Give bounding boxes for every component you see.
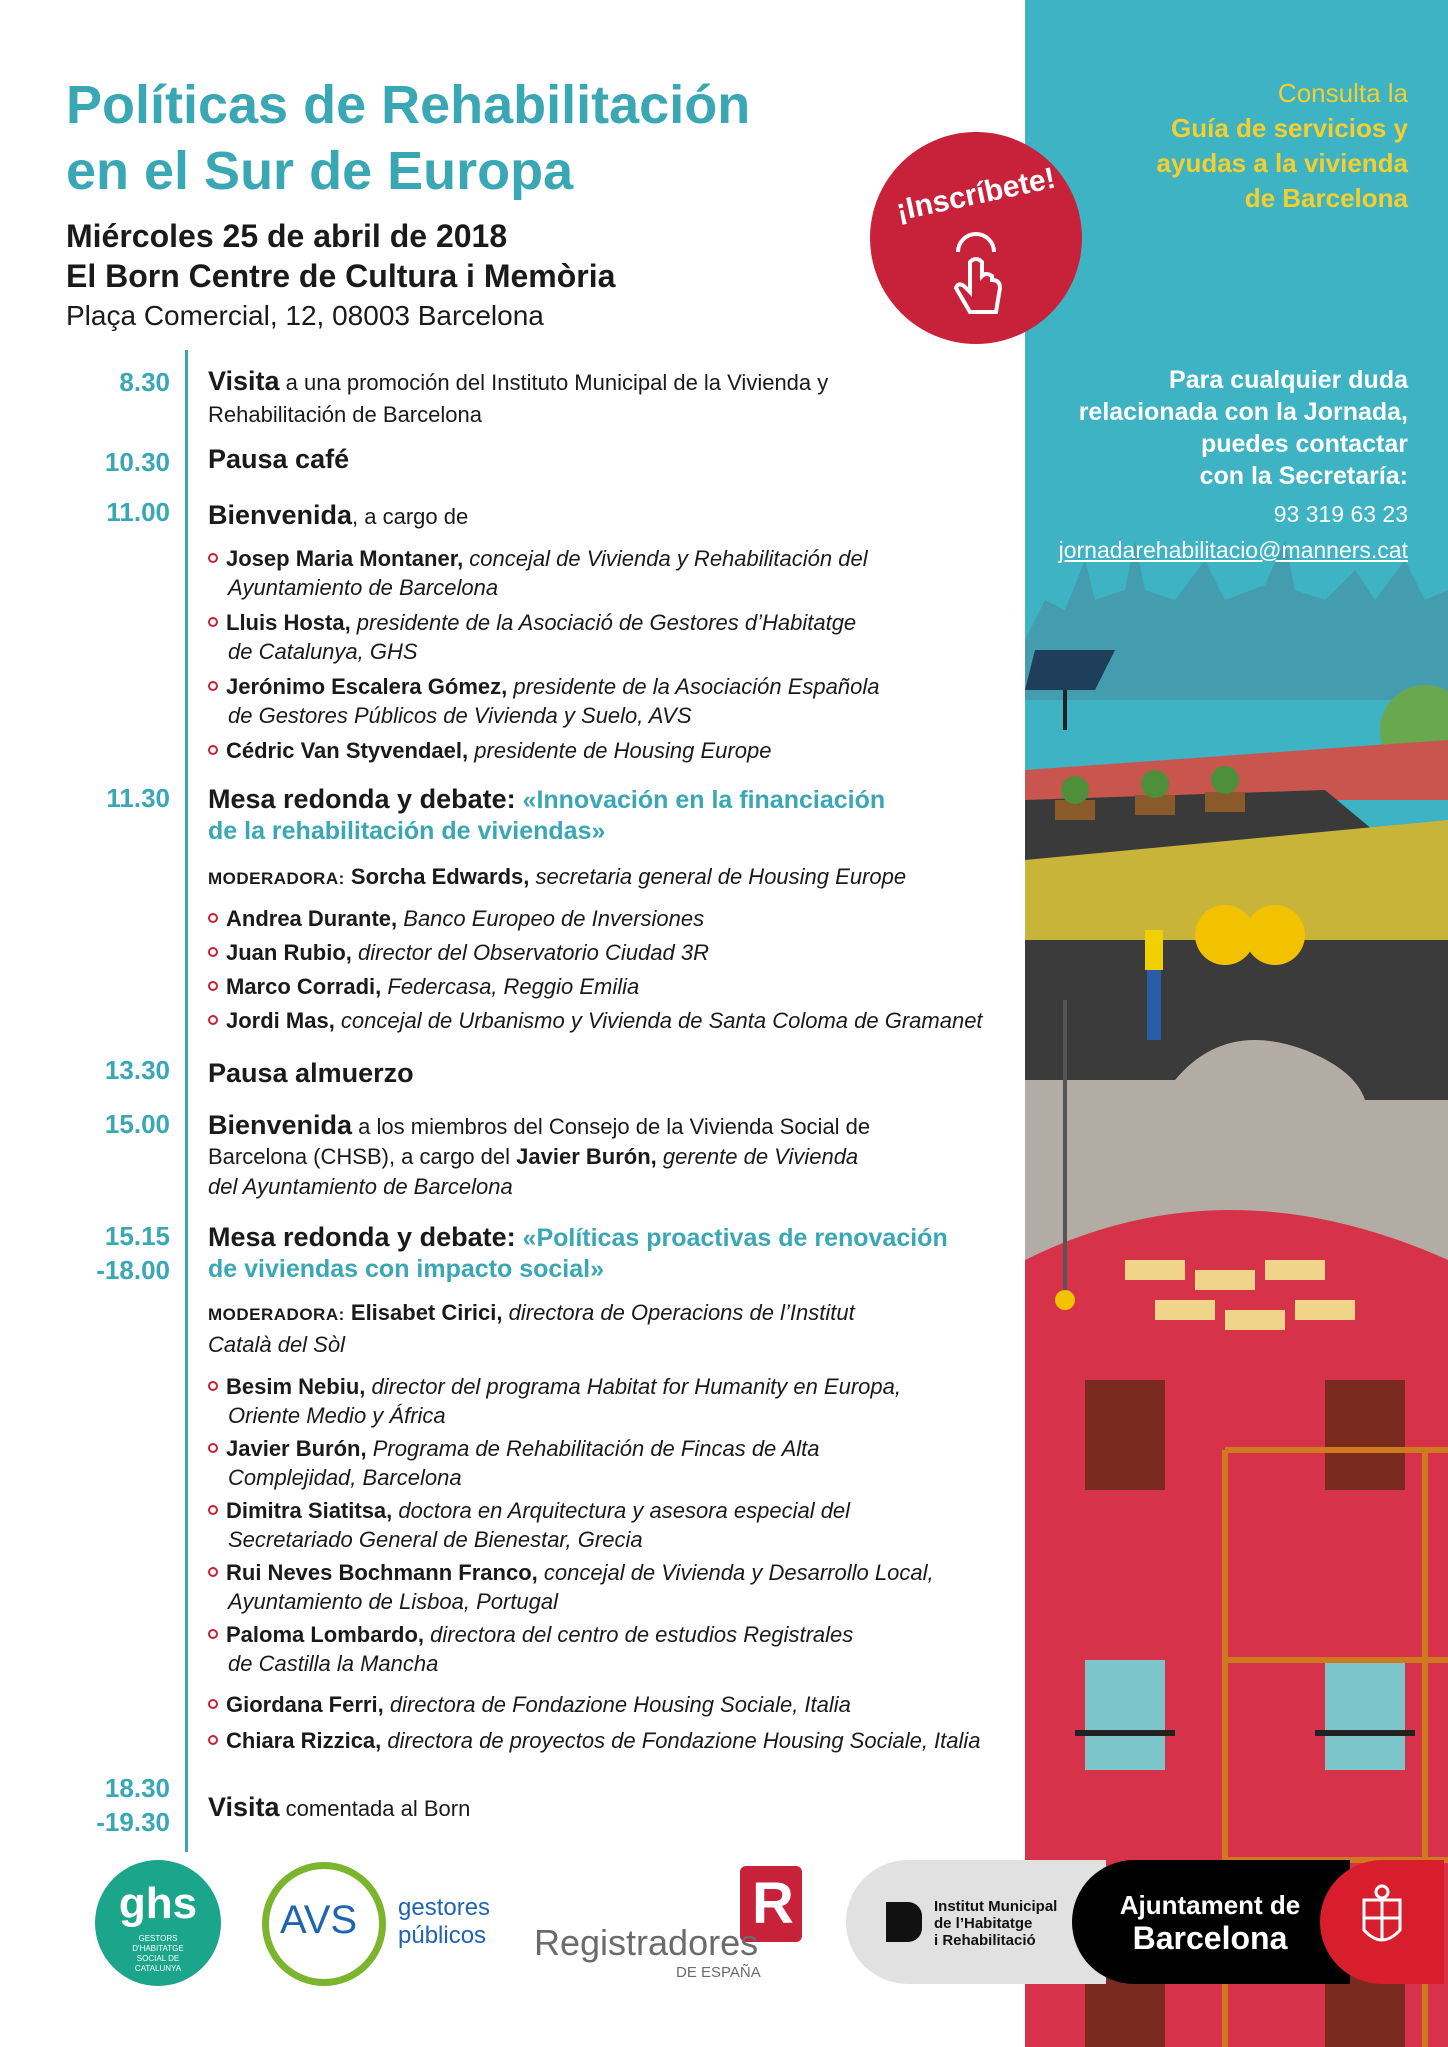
bullet-icon [208, 947, 218, 957]
contact-line2: relacionada con la Jornada, [1078, 398, 1408, 426]
bullet-icon [208, 981, 218, 991]
ghs-sub2: D'HABITATGE [132, 1944, 184, 1953]
housing-guide-link[interactable] [1157, 76, 1408, 216]
registradores-logo [534, 1866, 814, 1986]
speaker-role-cont: de Gestores Públicos de Vivienda y Suelo, AVS [228, 703, 692, 728]
speaker-role: Banco Europeo de Inversiones [397, 906, 705, 931]
speaker-name: Chiara Rizzica, [226, 1728, 382, 1753]
speaker-role-cont: Ayuntamiento de Barcelona [228, 575, 499, 600]
speaker-name: Andrea Durante, [226, 906, 398, 931]
moderator-role: directora de Operacions de l’Institut [502, 1300, 855, 1325]
bullet-icon [208, 617, 218, 627]
avs-logo [262, 1862, 392, 1986]
ajuntament-logo [1110, 1890, 1310, 1956]
guide-line2: ayudas a la vivienda [1156, 148, 1408, 178]
ghs-mark: ghs [118, 1879, 198, 1928]
bullet-icon [208, 1381, 218, 1391]
imhr-logo [934, 1898, 1057, 1949]
title-line1: Políticas de Rehabilitación [66, 75, 751, 135]
bullet-icon [208, 1735, 218, 1745]
session-text: , a cargo de [352, 504, 469, 529]
avs-mark: AVS [280, 1898, 358, 1942]
moderator-role-cont: Català del Sòl [208, 1332, 345, 1357]
speaker-item [208, 1006, 983, 1035]
event-venue: El Born Centre de Cultura i Memòria [66, 258, 616, 294]
time-1100: 11.00 [106, 497, 170, 527]
registradores-name: Registradores [534, 1922, 759, 1963]
session-bienvenida [208, 500, 468, 532]
session-mesa2 [208, 1222, 948, 1254]
bullet-icon [208, 1629, 218, 1639]
session-head: Bienvenida [208, 1110, 353, 1140]
time-0830: 8.30 [119, 367, 170, 397]
speaker-role: director del Observatorio Ciudad 3R [351, 940, 709, 965]
speaker-role: presidente de Housing Europe [468, 738, 772, 763]
speaker-item [208, 1372, 901, 1430]
speaker-name: Giordana Ferri, [226, 1692, 384, 1717]
moderator-line [208, 1298, 855, 1330]
speaker-role-cont: Ayuntamiento de Lisboa, Portugal [228, 1589, 559, 1614]
illustration-panel [1025, 0, 1448, 2047]
speaker-name: Lluis Hosta, [226, 610, 351, 635]
register-button[interactable] [870, 132, 1082, 344]
title-line2: en el Sur de Europa [66, 141, 574, 201]
session-visita-born [208, 1792, 470, 1824]
session-topic: de la rehabilitación de viviendas» [208, 817, 606, 845]
session-topic: «Políticas proactivas de renovación [515, 1224, 948, 1252]
host-role-cont: del Ayuntamiento de Barcelona [208, 1174, 513, 1199]
session-head: Visita [208, 1792, 280, 1822]
barcelona-logos [846, 1860, 1406, 1984]
avs-sub1: gestores [398, 1894, 491, 1921]
session-pausa-almuerzo [208, 1058, 414, 1090]
speaker-name: Josep Maria Montaner, [226, 546, 464, 571]
bullet-icon [208, 1443, 218, 1453]
session-text: comentada al Born [279, 1796, 471, 1821]
speaker-role: concejal de Vivienda y Desarrollo Local, [537, 1560, 934, 1585]
contact-phone: 93 319 63 23 [1273, 501, 1408, 527]
host-name: Javier Burón, [516, 1144, 657, 1169]
shield-icon [1320, 1860, 1444, 1984]
session-head: Pausa almuerzo [208, 1058, 414, 1088]
contact-block [1059, 364, 1408, 566]
session-topic-cont [208, 1254, 604, 1285]
speaker-role: concejal de Urbanismo y Vivienda de Santa Coloma de Gramanet [334, 1008, 983, 1033]
avs-subtitle [398, 1894, 490, 1950]
ajuntament-line2: Barcelona [1132, 1920, 1288, 1956]
rooftop-illustration [1025, 0, 1448, 2047]
speaker-role-cont: Complejidad, Barcelona [228, 1465, 462, 1490]
speaker-role: director del programa Habitat for Humanity en Europa, [365, 1374, 901, 1399]
timeline-bar [185, 350, 188, 1852]
imhr-line2: de l’Habitatge [934, 1915, 1033, 1932]
speaker-role: concejal de Vivienda y Rehabilitación del [463, 546, 868, 571]
contact-line3: puedes contactar [1200, 430, 1408, 458]
bullet-icon [208, 553, 218, 563]
session-text: Barcelona (CHSB), a cargo del [208, 1144, 517, 1169]
session-head: Visita [208, 366, 280, 396]
registradores-sub: DE ESPAÑA [676, 1964, 761, 1981]
bullet-icon [208, 1567, 218, 1577]
imhr-b-icon [886, 1902, 922, 1942]
session-head: Pausa café [208, 444, 350, 474]
speaker-name: Cédric Van Styvendael, [226, 738, 469, 763]
session-topic: de viviendas con impacto social» [208, 1255, 604, 1283]
speaker-name: Juan Rubio, [226, 940, 352, 965]
speaker-item [208, 1496, 850, 1554]
ghs-logo [95, 1860, 221, 1986]
ajuntament-line1: Ajuntament de [1119, 1890, 1301, 1920]
time-1515: 15.15 [104, 1221, 170, 1251]
session-topic: «Innovación en la financiación [515, 786, 886, 814]
moderator-line [208, 862, 906, 894]
time-1330: 13.30 [104, 1055, 170, 1085]
speaker-name: Dimitra Siatitsa, [226, 1498, 393, 1523]
session-visita [208, 366, 828, 398]
moderator-label: MODERADORA: [208, 1305, 345, 1324]
session-head: Mesa redonda y debate: [208, 1222, 516, 1252]
speaker-item [208, 1434, 820, 1492]
time-1800: -18.00 [96, 1255, 170, 1285]
bullet-icon [208, 913, 218, 923]
speaker-role: presidente de la Asociació de Gestores d’Habitatge [350, 610, 857, 635]
session-bienvenida-chsb [208, 1110, 870, 1142]
session-topic-cont [208, 816, 605, 847]
tap-hand-icon [948, 232, 1008, 322]
ghs-sub1: GESTORS [138, 1934, 178, 1943]
guide-pre: Consulta la [1277, 78, 1408, 108]
session-text-cont [208, 1142, 858, 1172]
speaker-role: directora del centro de estudios Registrales [424, 1622, 854, 1647]
speaker-role: doctora en Arquitectura y asesora especial del [392, 1498, 851, 1523]
register-label: ¡Inscríbete! [893, 161, 1059, 228]
session-head: Bienvenida [208, 500, 353, 530]
time-1130: 11.30 [106, 783, 170, 813]
speaker-role-cont: de Castilla la Mancha [228, 1651, 439, 1676]
speaker-name: Marco Corradi, [226, 974, 382, 999]
moderator-role: secretaria general de Housing Europe [529, 864, 907, 889]
speaker-name: Besim Nebiu, [226, 1374, 366, 1399]
speaker-item [208, 544, 868, 602]
speaker-role-cont: Secretariado General de Bienestar, Grecia [228, 1527, 643, 1552]
speaker-name: Javier Burón, [226, 1436, 367, 1461]
event-date: Miércoles 25 de abril de 2018 [66, 218, 508, 254]
session-mesa1 [208, 784, 885, 816]
imhr-line1: Institut Municipal [934, 1898, 1058, 1915]
speaker-item [208, 972, 639, 1001]
speaker-name: Jordi Mas, [226, 1008, 335, 1033]
page-title [66, 72, 866, 204]
host-role: gerente de Vivienda [656, 1144, 859, 1169]
bullet-icon [208, 1699, 218, 1709]
speaker-name: Paloma Lombardo, [226, 1622, 425, 1647]
avs-sub2: públicos [398, 1922, 487, 1949]
speaker-role-cont: de Catalunya, GHS [228, 639, 418, 664]
session-text: a una promoción del Instituto Municipal de la Vivienda y [279, 370, 829, 395]
speaker-item [208, 736, 771, 765]
session-text-cont: Rehabilitación de Barcelona [208, 402, 482, 427]
contact-email-link[interactable]: jornadarehabilitacio@manners.cat [1058, 537, 1408, 563]
time-1830: 18.30 [104, 1773, 170, 1803]
moderator-label: MODERADORA: [208, 869, 345, 888]
session-pausa-cafe [208, 444, 349, 476]
speaker-item [208, 1690, 851, 1719]
bullet-icon [208, 1015, 218, 1025]
guide-line1: Guía de servicios y [1170, 113, 1408, 143]
bullet-icon [208, 1505, 218, 1515]
speaker-role: Programa de Rehabilitación de Fincas de Alta [366, 1436, 820, 1461]
session-head: Mesa redonda y debate: [208, 784, 516, 814]
speaker-role-cont: Oriente Medio y África [228, 1403, 446, 1428]
moderator-name: Elisabet Cirici, [344, 1300, 503, 1325]
ghs-sub3: SOCIAL DE [136, 1954, 180, 1963]
registradores-letter: R [752, 1871, 794, 1936]
speaker-item [208, 938, 709, 967]
imhr-line3: i Rehabilitació [934, 1932, 1036, 1949]
speaker-item [208, 1558, 934, 1616]
event-address: Plaça Comercial, 12, 08003 Barcelona [66, 300, 544, 331]
speaker-role: directora de Fondazione Housing Sociale, Italia [383, 1692, 851, 1717]
speaker-role: Federcasa, Reggio Emilia [381, 974, 640, 999]
ghs-sub4: CATALUNYA [134, 1964, 182, 1973]
speaker-item [208, 1620, 853, 1678]
speaker-item [208, 1726, 981, 1755]
speaker-item [208, 904, 704, 933]
speaker-name: Rui Neves Bochmann Franco, [226, 1560, 538, 1585]
speaker-role: directora de proyectos de Fondazione Housing Sociale, Italia [381, 1728, 981, 1753]
speaker-role: presidente de la Asociación Española [507, 674, 880, 699]
speaker-item [208, 672, 879, 730]
speaker-item [208, 608, 856, 666]
contact-line4: con la Secretaría: [1199, 462, 1408, 490]
bullet-icon [208, 681, 218, 691]
time-1930: -19.30 [96, 1807, 170, 1837]
speaker-name: Jerónimo Escalera Gómez, [226, 674, 508, 699]
session-text: a los miembros del Consejo de la Vivienda Social de [352, 1114, 871, 1139]
moderator-name: Sorcha Edwards, [344, 864, 530, 889]
time-1500: 15.00 [104, 1109, 170, 1139]
bullet-icon [208, 745, 218, 755]
barcelona-shield-icon [1320, 1860, 1444, 1984]
time-1030: 10.30 [104, 447, 170, 477]
guide-line3: de Barcelona [1244, 183, 1408, 213]
contact-line1: Para cualquier duda [1169, 366, 1408, 394]
